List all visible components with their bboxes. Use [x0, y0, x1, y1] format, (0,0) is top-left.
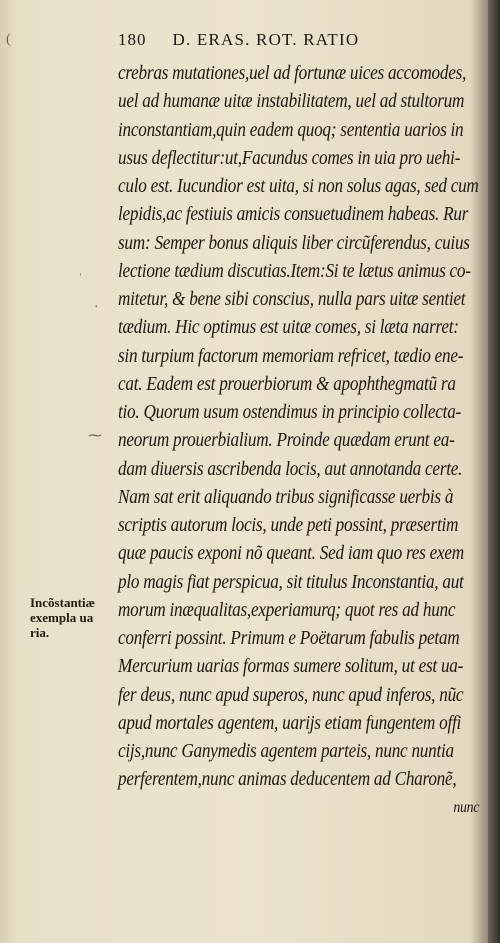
text-line: Mercurium uarias formas sumere solitum, ut est ua- — [118, 655, 464, 678]
text-body — [118, 59, 490, 822]
text-line: scriptis autorum locis, unde peti possint, præsertim — [118, 514, 459, 536]
text-line: culo est. Iucundior est uita, si non solus agas, sed cum — [118, 175, 479, 197]
text-line: neorum prouerbialium. Proinde quædam erunt ea- — [118, 429, 455, 452]
text-line: conferri possint. Primum e Poëtarum fabulis petam — [118, 627, 460, 649]
catchword: nunc — [453, 798, 480, 816]
marginal-note-line: Incõstantiæ — [30, 595, 96, 610]
marginal-note — [30, 595, 116, 640]
page-number: 180 — [118, 30, 147, 49]
margin-mark: · — [94, 300, 99, 315]
text-line: inconstantiam,quin eadem quoq; sententia uarios in — [118, 118, 464, 141]
text-line: usus deflectitur:ut,Facundus comes in uia pro uehi- — [118, 146, 461, 169]
marginal-note-line: ria. — [30, 625, 50, 640]
margin-mark: ⁓ — [88, 429, 102, 444]
text-line: sin turpium factorum memoriam refricet, tædio ene- — [118, 344, 464, 367]
text-line: lectione tædium discutias.Item:Si te lætus animus co- — [118, 259, 471, 282]
text-line: uel ad humanæ uitæ instabilitatem, uel ad stultorum — [118, 90, 465, 113]
text-line: plo magis fiat perspicua, sit titulus Inconstantia, aut — [118, 570, 464, 593]
text-line: tædium. Hic optimus est uitæ comes, si læta narret: — [118, 316, 459, 339]
text-line: lepidis,ac festiuis amicis consuetudinem habeas. Rur — [118, 203, 469, 226]
margin-mark: ˈ — [78, 272, 83, 287]
text-line: dam diuersis ascribenda locis, aut annotanda certe. — [118, 457, 463, 480]
text-line: mitetur, & bene sibi conscius, nulla pars uitæ sentiet — [118, 288, 466, 310]
marginal-note-line: exempla ua — [30, 610, 94, 625]
running-header — [118, 30, 463, 54]
running-title: D. ERAS. ROT. RATIO — [172, 30, 360, 49]
text-line: fer deus, nunc apud superos, nunc apud inferos, nũc — [118, 683, 464, 706]
text-line: tio. Quorum usum ostendimus in principio collecta- — [118, 401, 462, 423]
text-line: cijs,nunc Ganymedis agentem parteis, nunc nuntia — [118, 740, 454, 762]
text-line: morum inæqualitas,experiamurq; quot res ad hunc — [118, 598, 456, 621]
text-line: sum: Semper bonus aliquis liber circũferendus, cuius — [118, 231, 470, 254]
text-line: apud mortales agentem, uarijs etiam fungentem offi — [118, 711, 462, 734]
text-line: cat. Eadem est prouerbiorum & apophthegmatũ ra — [118, 372, 456, 395]
text-line: quæ paucis exponi nõ queant. Sed iam quo res exem — [118, 542, 464, 565]
text-line: Nam sat erit aliquando tribus significasse uerbis à — [118, 485, 454, 508]
text-line: crebras mutationes,uel ad fortunæ uices accomodes, — [118, 62, 467, 84]
margin-mark: ( — [6, 32, 11, 47]
text-line: perferentem,nunc animas deducentem ad Charonẽ, — [118, 768, 457, 791]
